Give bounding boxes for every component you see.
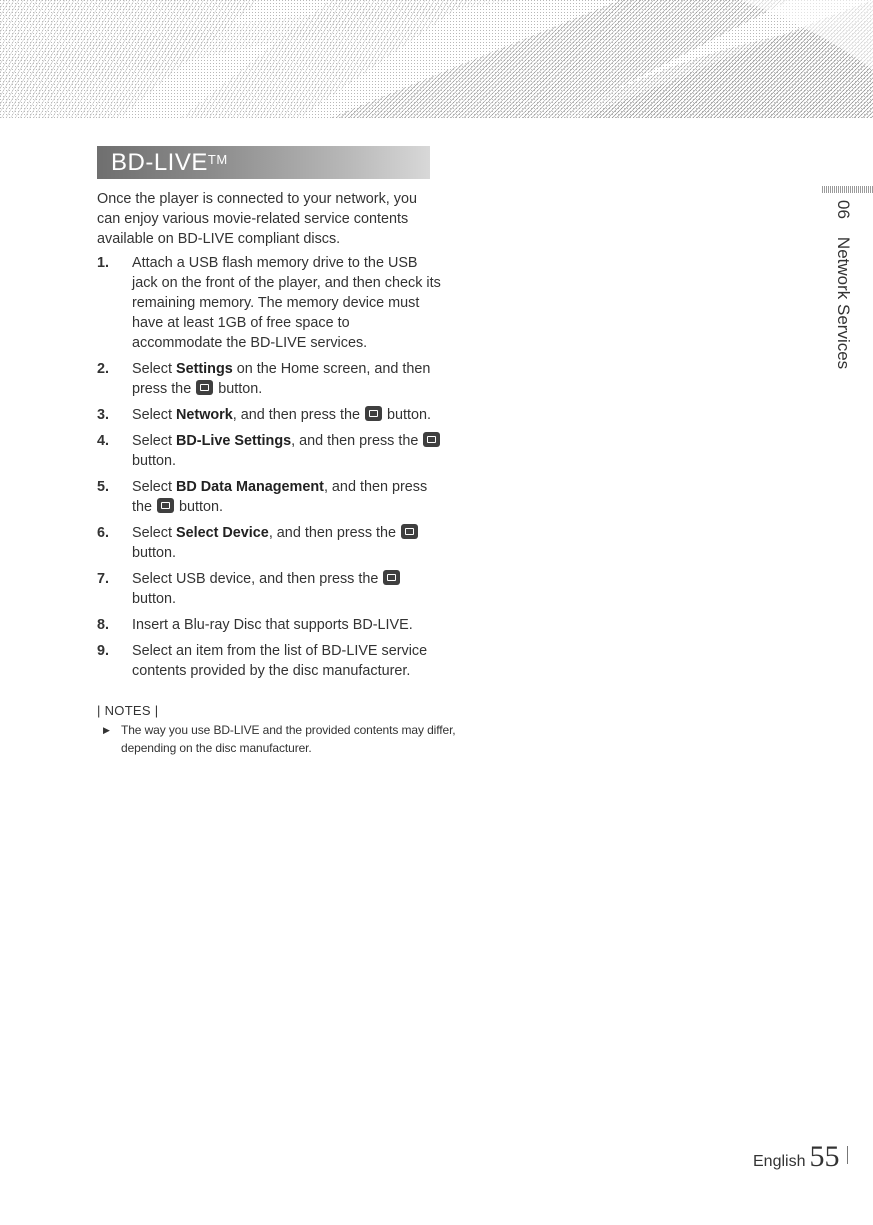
step-number: 7.: [97, 571, 110, 587]
step-text-mid: on the Home screen, and then press the: [132, 361, 431, 397]
step-number: 4.: [97, 433, 110, 449]
step-text-mid: , and then press the: [132, 479, 428, 515]
step-text: Attach a USB flash memory drive to the USB jack on the front of the player, and then check its remaining memory. The memory device must have at least 1GB of free space to accommodate the BD-LIVE services.: [132, 255, 441, 351]
chapter-tab-stripe: [822, 186, 873, 193]
step-number: 5.: [97, 479, 110, 495]
step-text-post: button.: [132, 591, 177, 607]
step-6: [97, 523, 442, 563]
step-text: Insert a Blu-ray Disc that supports BD-LIVE.: [132, 617, 413, 633]
chapter-number: 06: [834, 200, 853, 219]
intro-paragraph: Once the player is connected to your network, you can enjoy various movie-related service contents available on BD-LIVE compliant discs.: [97, 191, 417, 247]
enter-button-icon: [365, 406, 382, 421]
page-footer: [753, 1140, 848, 1174]
step-9: [97, 641, 442, 681]
step-text: Select an item from the list of BD-LIVE service contents provided by the disc manufacturer.: [132, 643, 428, 679]
step-4: [97, 431, 442, 471]
step-number: 2.: [97, 361, 110, 377]
section-title-bar: [97, 146, 430, 179]
step-menu-item: BD Data Management: [176, 479, 324, 495]
footer-language: English: [753, 1153, 806, 1170]
step-text-post: button.: [132, 545, 177, 561]
chapter-title: Network Services: [834, 236, 853, 370]
step-5: [97, 477, 442, 517]
step-text-post: button.: [382, 407, 431, 423]
step-text-post: button.: [214, 381, 263, 397]
step-text-pre: Select: [132, 525, 176, 541]
step-number: 1.: [97, 255, 110, 271]
section-title: [111, 149, 228, 177]
bullet-arrow-icon: ▶: [103, 725, 110, 735]
step-3: [97, 405, 442, 425]
page-number: 55: [809, 1140, 840, 1173]
step-text-mid: , and then press the: [291, 433, 423, 449]
step-text-mid: , and then press the: [232, 407, 364, 423]
step-number: 8.: [97, 617, 110, 633]
step-text-pre: Select: [132, 433, 176, 449]
step-menu-item: Network: [176, 407, 233, 423]
trademark-mark: TM: [207, 152, 228, 167]
step-8: [97, 615, 442, 635]
note-text: The way you use BD-LIVE and the provided contents may differ, depending on the disc manufacturer.: [121, 723, 456, 755]
step-text-post: button.: [132, 453, 177, 469]
step-menu-item: BD-Live Settings: [176, 433, 292, 449]
step-number: 3.: [97, 407, 110, 423]
step-text-pre: Select USB device, and then press the: [132, 571, 383, 587]
header-banner: [0, 0, 873, 118]
step-menu-item: Select Device: [176, 525, 269, 541]
step-number: 6.: [97, 525, 110, 541]
enter-button-icon: [157, 498, 174, 513]
enter-button-icon: [401, 524, 418, 539]
chapter-side-label: [833, 200, 853, 369]
notes-title: | NOTES |: [97, 703, 159, 718]
step-number: 9.: [97, 643, 110, 659]
step-text-pre: Select: [132, 407, 176, 423]
note-item: [97, 721, 461, 757]
enter-button-icon: [383, 570, 400, 585]
step-7: [97, 569, 442, 609]
step-2: [97, 359, 442, 399]
step-text-mid: , and then press the: [268, 525, 401, 541]
step-text-pre: Select: [132, 479, 176, 495]
steps-list: [97, 253, 442, 687]
step-menu-item: Settings: [176, 361, 233, 377]
step-text-pre: Select: [132, 361, 176, 377]
section-title-main: BD-LIVE: [111, 149, 208, 176]
step-text-post: button.: [175, 499, 224, 515]
enter-button-icon: [196, 380, 213, 395]
footer-divider: [847, 1146, 848, 1164]
step-1: [97, 253, 442, 353]
enter-button-icon: [423, 432, 440, 447]
